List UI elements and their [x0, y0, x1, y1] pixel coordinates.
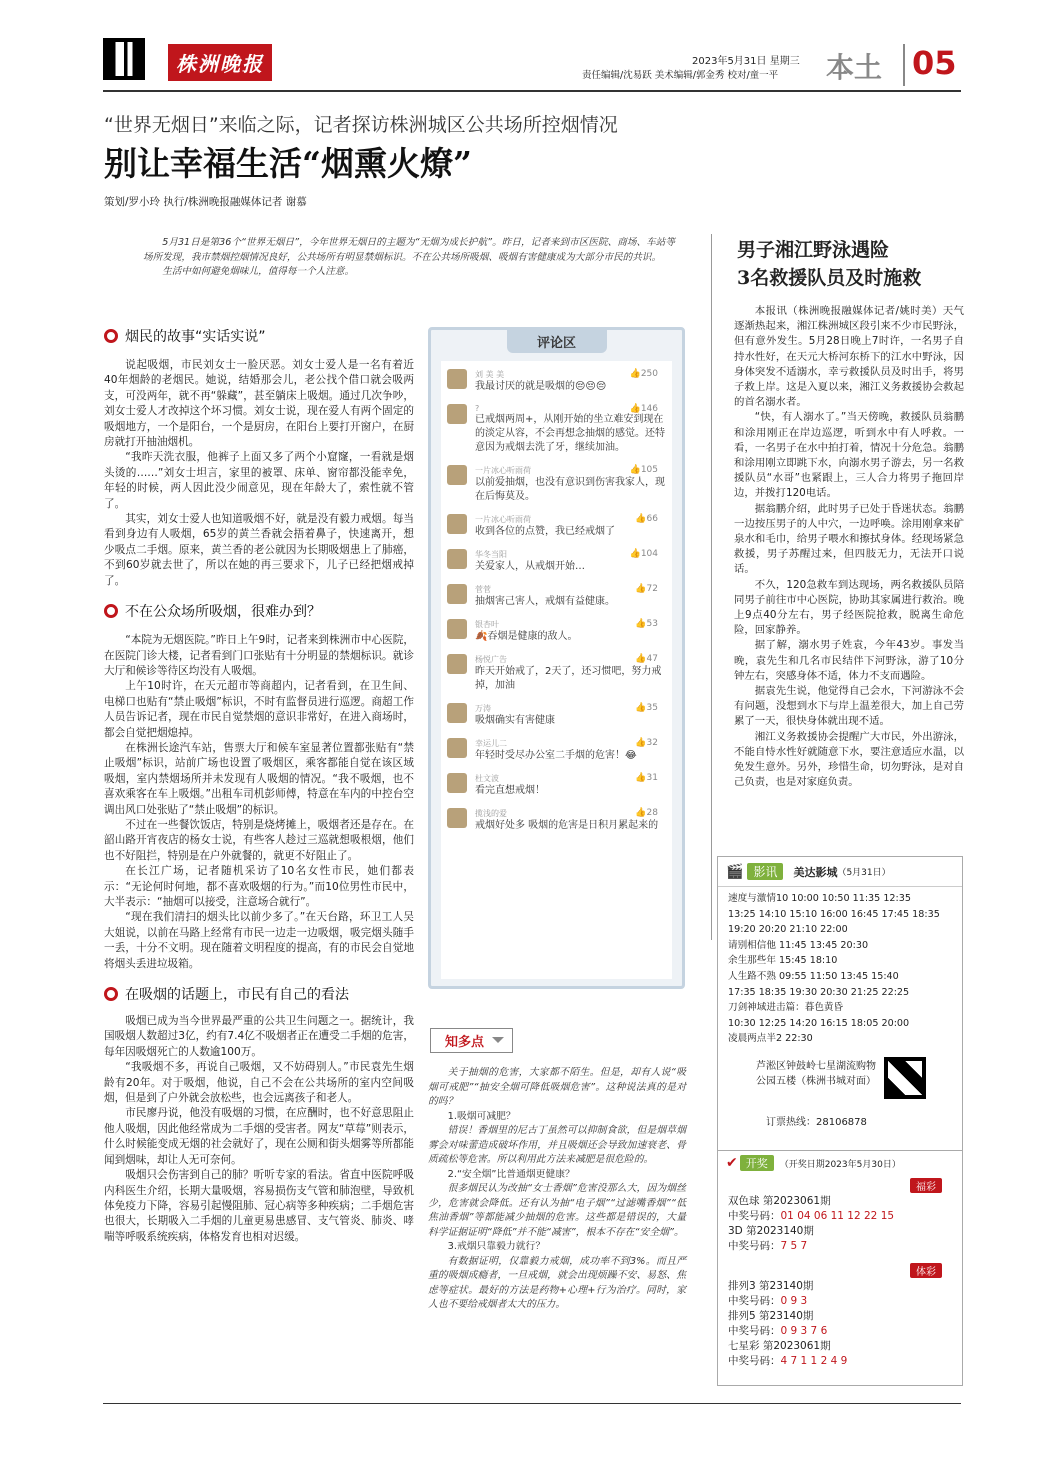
lottery-box: [717, 1150, 963, 1386]
thumbs-up-icon: 👍: [629, 404, 641, 414]
comment-text: 🍂吞烟是健康的敌人。: [475, 631, 578, 642]
thumbs-up-icon: 👍: [635, 654, 647, 664]
ticai-results: [718, 1279, 962, 1369]
byline: 策划/罗小玲 执行/株洲晚报融媒体记者 谢慕: [104, 196, 307, 208]
avatar: [447, 404, 467, 424]
comment-text: 关爱家人，从戒烟开始…: [475, 561, 585, 572]
movie-line: 13:25 14:10 15:10 16:00 16:45 17:45 18:35: [728, 908, 940, 920]
knowledge-body: 关于抽烟的危害，大家都不陌生。但是，却有人说“吸烟可戒肥”“抽安全烟可降低吸烟危害”。这种说法真的是对的吗？ 1.吸烟可减肥？ 错误！香烟里的尼古丁虽然可以抑制食欲，但是烟草烟雾会对味蕾造成破坏作用，并且吸烟还会导致加速衰老、骨质疏松等危害。所以利用此方法来减肥是很危险的。 2.“安全烟”比普通烟更健康？ 很多烟民认为改抽“女士香烟”危害没那么大，因为烟丝少，危害就会降低。还有认为抽“电子烟”“过滤嘴香烟”“低焦油香烟”等都能减少抽烟的危害。这些都是错误的，大量科学证据证明“降低”并不能“减害”，根本不存在“安全烟”。 3.戒烟只靠毅力就行？ 有数据证明，仅靠毅力戒烟，成功率不到3%。而且严重的吸烟成瘾者，一旦戒烟，就会出现烦躁不安、易怒、焦虑等症状。最好的方法是药物+心理+行为治疗。同时，家人也不要给戒烟者太大的压力。: [428, 1067, 686, 1310]
triangle-icon: [492, 1037, 504, 1049]
comment-author: 银杏叶: [475, 620, 499, 629]
comment-item: [447, 802, 666, 837]
avatar: [447, 514, 467, 534]
lottery-line: 3D 第2023140期: [728, 1225, 814, 1237]
movie-line: 17:35 18:35 19:30 20:30 21:25 22:25: [728, 986, 910, 998]
fucai-results: [718, 1194, 962, 1254]
movie-header: 🎬 影讯 美达影城 （5月31日）: [718, 857, 962, 887]
comment-author: 幸运儿二: [475, 739, 507, 748]
comment-item: [447, 459, 666, 508]
comment-text: 吸烟确实有害健康: [475, 715, 555, 726]
avatar: [447, 584, 467, 604]
thumbs-up-icon: 👍: [635, 584, 647, 594]
comment-item: [447, 578, 666, 613]
news-body: 本报讯（株洲晚报融媒体记者/姚时美）天气逐渐热起来，湘江株洲城区段引来不少市民野泳，但有意外发生。5月28日晚上7时许，一名男子自持水性好，在天元大桥河东桥下的江水中野泳，因身体突发不适溺水，幸亏救援队员及时出手，将男子救上岸。这是入夏以来，湘江义务救援协会救起的首名溺水者。 “快，有人溺水了。”当天傍晚，救援队员翁鹏和涂用刚正在岸边巡逻，听到水中有人呼救。一看，一名男子在水中拍打着，情况十分危急。翁鹏和涂用刚立即跳下水，向溺水男子游去，另一名救援队员“水哥”也紧跟上，三人合力将男子拖回岸边，并拨打120电话。 据翁鹏介绍，此时男子已处于昏迷状态。翁鹏一边按压男子的人中穴，一边呼唤。涂用刚拿来矿泉水和毛巾，给男子喂水和擦拭身体。经现场紧急救援，男子苏醒过来，但四肢无力，无法开口说话。 不久，120急救车到达现场，两名救援队员陪同男子前往市中心医院，协助其家属进行救治。晚上9点40分左右，男子经医院抢救，脱离生命危险，回家静养。 据了解，溺水男子姓袁，今年43岁。事发当晚，袁先生和几名市民结伴下河野泳，游了10分钟左右，突感身体不适，体力不支而遇险。 据袁先生说，他觉得自己会水，下河游泳不会有问题，没想到水下与岸上温差很大，加上自己劳累了一天，很快身体就出现不适。 湘江义务救援协会提醒广大市民，外出游泳，不能自恃水性好就随意下水，要注意适应水温，以免发生意外。另外，珍惜生命，切勿野泳，是对自己负责，也是对家庭负责。: [734, 305, 964, 789]
lottery-line: 排列5 第23140期: [728, 1310, 814, 1322]
section-heading-1: 烟民的故事“实话实说”: [104, 326, 414, 346]
comment-item: [447, 767, 666, 802]
kicker: “世界无烟日”来临之际，记者探访株洲城区公共场所控烟情况: [104, 114, 618, 136]
comment-panel: [428, 327, 685, 989]
like-button[interactable]: 👍47: [635, 654, 658, 664]
left-column: 烟民的故事“实话实说” 说起吸烟，市民刘女士一脸厌恶。刘女士爱人是一名有着近40年烟龄的老烟民。她说，结婚那会儿，老公找个借口就会吸两支，可没两年，就不再“躲藏”，甚至躺床上吸烟。通过几次争吵，刘女士爱人才改掉这个坏习惯。刘女士说，现在爱人有两个固定的吸烟地方，一个是阳台，一个是厨房，在阳台上要打开窗户，在厨房就打开抽油烟机。 “我昨天洗衣服，他裤子上面又多了两个小窟窿，一看就是烟头烫的……”刘女士坦言，家里的被罩、床单、窗帘都没能幸免，年轻的时候，两人因此没少闹意见，现在年龄大了，索性就不管了。 其实，刘女士爱人也知道吸烟不好，就是没有毅力戒烟。每当看到身边有人吸烟，65岁的黄兰香就会捂着鼻子，快速离开，想少吸点二手烟。原来，黄兰香的老公就因为长期吸烟患上了肺癌，不到60岁就去世了，所以在她的再三要求下，儿子已经把烟戒掉了。 不在公众场所吸烟，很难办到？ “本院为无烟医院。”昨日上午9时，记者来到株洲市中心医院，在医院门诊大楼，记者看到门口张贴有十分明显的禁烟标识。就诊大厅和候诊等待区均没有人吸烟。 上午10时许，在天元超市等商超内，记者看到，在卫生间、电梯口也贴有“禁止吸烟”标识，不时有监督员进行巡逻。商超工作人员告诉记者，现在市民自觉禁烟的意识非常好，在进入商场时，都会自觉把烟熄掉。 在株洲长途汽车站，售票大厅和候车室显著位置都张贴有“禁止吸烟”标识，站前广场也设置了吸烟区，乘客都能自觉在该区域吸烟，室内禁烟场所并未发现有人吸烟的情况。“我不吸烟，也不喜欢乘客在车上吸烟。”出租车司机彭师傅，特意在车内的中控台空调出风口处张贴了“禁止吸烟”的标识。 不过在一些餐饮饭店，特别是烧烤摊上，吸烟者还是存在。在韶山路开宵夜店的杨女士说，有些客人趁过三巡就想吸根烟，他们也不好阻拦，特别是在户外就餐的，就更不好阻止了。 在长江广场，记者随机采访了10名女性市民，她们都表示：“无论何时何地，都不喜欢吸烟的行为。”而10位男性市民中，大半表示：“抽烟可以接受，注意场合就行”。 “现在我们清扫的烟头比以前少多了。”在天台路，环卫工人吴大姐说，以前在马路上经常有市民一边走一边吸烟，吸完烟头随手一丢，十分不文明。现在随着文明程度的提高，有的市民会自觉地将烟头丢进垃圾箱。 在吸烟的话题上，市民有自己的看法 吸烟已成为当今世界最严重的公共卫生问题之一。据统计，我国吸烟人数超过3亿，约有7.4亿不吸烟者正在遭受二手烟的危害，每年因吸烟死亡的人数逾100万。 “我吸烟不多，再说自己吸烟，又不妨碍别人。”市民袁先生烟龄有20年。对于吸烟，他说，自己不会在公共场所的室内空间吸烟，但是到了户外就会放松些，也会远离孩子和老人。 市民廖丹说，他没有吸烟的习惯，在应酬时，也不好意思阻止他人吸烟，因此他经常成为二手烟的受害者。网友“草莓”则表示，什么时候能变成无烟的社会就好了，现在公厕和街头烟雾等所都能闻到烟味，却让人无可奈何。 吸烟只会伤害到自己的肺？听听专家的看法。省直中医院呼吸内科医生介绍，长期大量吸烟，容易损伤支气管和肺泡壁，导致机体免疫力下降，容易引起慢阻肺、冠心病等多种疾病；二手烟危害也很大，长期吸入二手烟的儿童更易患感冒、支气管炎、肺炎、哮喘等呼吸系统疾病，体格发育也相对迟缓。: [104, 326, 414, 1245]
lottery-line: 中奖号码：01 04 06 11 12 22 15: [728, 1210, 895, 1222]
comment-text: 抽烟害己害人，戒烟有益健康。: [475, 596, 615, 607]
news-title: 男子湘江野泳遇险 3名救援队员及时施救: [737, 239, 922, 289]
thumbs-up-icon: 👍: [635, 514, 647, 524]
header-rule: [103, 90, 961, 92]
comment-author: 一片冰心听雨荷: [475, 515, 531, 524]
comment-author: 杜文波: [475, 774, 499, 783]
comment-item: [447, 613, 666, 648]
bullet-icon: [104, 329, 118, 343]
comment-text: 昨天开始戒了，2天了，还习惯吧，努力戒掉，加油: [475, 666, 662, 691]
movie-line: 凌晨两点半2 22:30: [728, 1033, 813, 1045]
lottery-line: 中奖号码：0 9 3 7 6: [728, 1325, 828, 1337]
movie-line: 人生路不熟 09:55 11:50 13:45 15:40: [728, 970, 899, 982]
editor-line: 责任编辑/沈易跃 美术编辑/郭金秀 校对/童一平: [582, 70, 779, 81]
like-button[interactable]: 👍250: [629, 369, 658, 379]
section-divider: [903, 44, 905, 86]
column-divider: [711, 234, 712, 940]
lottery-line: 中奖号码：7 5 7: [728, 1240, 808, 1252]
comment-text: 看完直想戒烟！: [475, 785, 545, 796]
avatar: [447, 549, 467, 569]
intro: 5月31日是第36个“世界无烟日”，今年世界无烟日的主题为“无烟为成长护航”。昨日，记者来到市区医院、商场、车站等场所发现，我市禁烟控烟情况良好，公共场所有明显禁烟标识。不在公共场所吸烟、吸烟有害健康成为大部分市民的共识。 生活中如何避免烟味儿，值得每一个人注意。: [143, 237, 675, 277]
avatar: [447, 773, 467, 793]
date-line: 2023年5月31日 星期三: [692, 56, 800, 67]
comment-author: 一片冰心听雨荷: [475, 466, 531, 475]
avatar: [447, 703, 467, 723]
like-button[interactable]: 👍31: [635, 773, 658, 783]
newspaper-logo: 株洲晚报: [168, 44, 272, 81]
section-heading-3: 在吸烟的话题上，市民有自己的看法: [104, 984, 414, 1004]
thumbs-up-icon: 👍: [635, 703, 647, 713]
movie-line: 19:20 20:20 21:10 22:00: [728, 924, 848, 936]
comment-text: 年轻时受尽办公室二手烟的危害！😂: [475, 750, 637, 761]
movie-qr: [884, 1057, 926, 1099]
lottery-header: ✔ 开奖 （开奖日期2023年5月30日）: [726, 1155, 901, 1171]
avatar: [447, 619, 467, 639]
thumbs-up-icon: 👍: [629, 465, 641, 475]
thumbs-up-icon: 👍: [635, 738, 647, 748]
comment-text: 已戒烟两周+，从刚开始的坐立难安到现在的淡定从容，不会再想念抽烟的感觉。还特意因为戒烟去洗了牙，继续加油。: [475, 414, 665, 453]
lottery-line: 中奖号码：0 9 3: [728, 1295, 808, 1307]
main-title: 别让幸福生活“烟熏火燎”: [104, 144, 472, 183]
like-button[interactable]: 👍66: [635, 514, 658, 524]
bullet-icon: [104, 604, 118, 618]
like-button[interactable]: 👍53: [635, 619, 658, 629]
like-button[interactable]: 👍35: [635, 703, 658, 713]
movie-line: 速度与激情10 10:00 10:50 11:35 12:35: [728, 893, 911, 904]
comment-item: [447, 732, 666, 767]
avatar: [447, 654, 467, 674]
comment-item: [447, 697, 666, 732]
comment-text: 我最讨厌的就是吸烟的😔😔😔: [475, 381, 607, 392]
comment-list: [441, 361, 672, 979]
comment-item: [447, 543, 666, 578]
comment-author: 刘 美 美: [475, 370, 505, 379]
comment-item: [447, 398, 666, 459]
thumbs-up-icon: 👍: [629, 549, 641, 559]
film-icon: 🎬: [726, 863, 744, 880]
check-icon: ✔: [726, 1155, 738, 1171]
comment-item: [447, 363, 666, 398]
avatar: [447, 738, 467, 758]
thumbs-up-icon: 👍: [635, 773, 647, 783]
movie-line: 余生那些年 15:45 18:10: [728, 955, 838, 967]
qr-code: [103, 38, 145, 80]
movie-box: [717, 856, 963, 1160]
comment-item: [447, 508, 666, 543]
lottery-line: 双色球 第2023061期: [728, 1195, 831, 1207]
like-button[interactable]: 👍105: [629, 465, 658, 475]
page-number: 05: [912, 44, 957, 82]
knowledge-label: 知多点: [430, 1028, 513, 1053]
comment-author: 揽浅的爱: [475, 809, 507, 818]
comment-text: 收到各位的点赞，我已经戒烟了: [475, 526, 615, 537]
lottery-line: 中奖号码：4 7 1 1 2 4 9: [728, 1355, 848, 1367]
comment-text: 以前爱抽烟，也没有意识到伤害我家人，现在后悔莫及。: [475, 477, 665, 502]
avatar: [447, 808, 467, 828]
comment-author: 菅菅: [475, 585, 491, 594]
like-button[interactable]: 👍32: [635, 738, 658, 748]
like-button[interactable]: 👍28: [635, 808, 658, 818]
comment-panel-title: 评论区: [507, 330, 607, 353]
footer-rule: [103, 1403, 961, 1404]
avatar: [447, 465, 467, 485]
bullet-icon: [104, 987, 118, 1001]
thumbs-up-icon: 👍: [635, 808, 647, 818]
like-button[interactable]: 👍72: [635, 584, 658, 594]
thumbs-up-icon: 👍: [635, 619, 647, 629]
avatar: [447, 369, 467, 389]
movie-address: 芦淞区钟鼓岭七星湖流购物公园五楼（株洲书城对面）: [756, 1061, 876, 1087]
movie-line: 请别相信他 11:45 13:45 20:30: [728, 939, 869, 951]
like-button[interactable]: 👍104: [629, 549, 658, 559]
comment-text: 戒烟好处多 吸烟的危害是日积月累起来的: [475, 820, 659, 831]
movie-hotline: 订票热线：28106878: [766, 1117, 867, 1128]
like-button[interactable]: 👍146: [629, 404, 658, 414]
section-name: 本土: [826, 51, 883, 84]
comment-author: 万涛: [475, 704, 491, 713]
comment-author: ?: [475, 404, 480, 413]
comment-author: 华冬当阳: [475, 550, 507, 559]
lottery-line: 七星彩 第2023061期: [728, 1340, 831, 1352]
thumbs-up-icon: 👍: [629, 369, 641, 379]
comment-item: [447, 648, 666, 697]
lottery-line: 排列3 第23140期: [728, 1280, 814, 1292]
ticai-label: 体彩: [910, 1263, 942, 1278]
fucai-label: 福彩: [910, 1178, 942, 1193]
movie-line: 10:30 12:25 14:20 16:15 18:05 20:00: [728, 1017, 910, 1029]
movie-line: 刀剑神域进击篇：暮色黄昏: [728, 1002, 844, 1014]
section-heading-2: 不在公众场所吸烟，很难办到？: [104, 601, 414, 621]
movie-schedule: [718, 887, 962, 1051]
comment-author: 杨悦广告: [475, 655, 507, 664]
